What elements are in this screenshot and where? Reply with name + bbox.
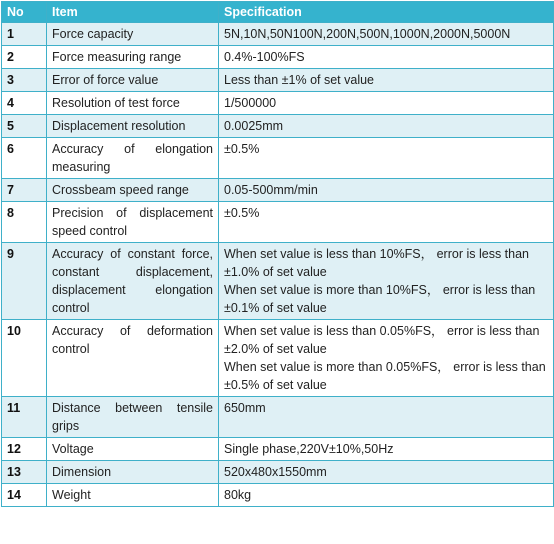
row-specification xyxy=(219,202,554,243)
row-specification xyxy=(219,397,554,438)
row-number: 9 xyxy=(2,243,47,320)
row-item: Force measuring range xyxy=(47,46,219,69)
specification-line: Less than ±1% of set value xyxy=(224,73,375,87)
row-specification xyxy=(219,138,554,179)
specification-table xyxy=(1,1,554,507)
row-item: Accuracy of deformation control xyxy=(47,320,219,397)
header-no: No xyxy=(2,2,47,23)
specification-line: 520x480x1550mm xyxy=(224,465,327,479)
row-number: 12 xyxy=(2,438,47,461)
row-item: Dimension xyxy=(47,461,219,484)
table-row xyxy=(2,243,554,320)
row-number: 3 xyxy=(2,69,47,92)
row-number: 4 xyxy=(2,92,47,115)
header-item: Item xyxy=(47,2,219,23)
row-item: Distance between tensile grips xyxy=(47,397,219,438)
row-item: Precision of displacement speed control xyxy=(47,202,219,243)
table-row xyxy=(2,115,554,138)
specification-line: Single phase,220V±10%,50Hz xyxy=(224,442,394,456)
row-number: 11 xyxy=(2,397,47,438)
specification-line: ±0.5% xyxy=(224,142,260,156)
row-item: Displacement resolution xyxy=(47,115,219,138)
specification-line: When set value is more than 0.05%FS， error is less than ±0.5% of set value xyxy=(224,360,546,392)
row-number: 13 xyxy=(2,461,47,484)
table-row xyxy=(2,138,554,179)
specification-line: 1/500000 xyxy=(224,96,277,110)
table-row xyxy=(2,438,554,461)
row-item: Weight xyxy=(47,484,219,507)
specification-line: 0.0025mm xyxy=(224,119,284,133)
row-specification xyxy=(219,484,554,507)
row-item: Accuracy of elongation measuring xyxy=(47,138,219,179)
row-number: 1 xyxy=(2,23,47,46)
table-body xyxy=(2,23,554,507)
row-number: 14 xyxy=(2,484,47,507)
specification-line: When set value is less than 0.05%FS， error is less than ±2.0% of set value xyxy=(224,324,540,356)
specification-line: ±0.5% xyxy=(224,206,260,220)
row-number: 2 xyxy=(2,46,47,69)
specification-line: 0.4%-100%FS xyxy=(224,50,305,64)
table-row xyxy=(2,202,554,243)
specification-line: When set value is less than 10%FS， error is less than ±1.0% of set value xyxy=(224,247,529,279)
table-row xyxy=(2,92,554,115)
row-item: Force capacity xyxy=(47,23,219,46)
specification-line: 0.05-500mm/min xyxy=(224,183,318,197)
specification-line: 80kg xyxy=(224,488,252,502)
row-item: Crossbeam speed range xyxy=(47,179,219,202)
row-number: 5 xyxy=(2,115,47,138)
table-row xyxy=(2,484,554,507)
table-row xyxy=(2,46,554,69)
row-specification xyxy=(219,69,554,92)
table-row xyxy=(2,69,554,92)
row-number: 8 xyxy=(2,202,47,243)
row-item: Accuracy of constant force, constant displacement, displacement elongation control xyxy=(47,243,219,320)
row-specification xyxy=(219,92,554,115)
table-row xyxy=(2,320,554,397)
specification-line: When set value is more than 10%FS， error is less than ±0.1% of set value xyxy=(224,283,536,315)
row-number: 6 xyxy=(2,138,47,179)
row-specification xyxy=(219,461,554,484)
table-row xyxy=(2,397,554,438)
row-specification xyxy=(219,46,554,69)
table-row xyxy=(2,461,554,484)
row-specification xyxy=(219,23,554,46)
row-specification xyxy=(219,115,554,138)
specification-line: 650mm xyxy=(224,401,266,415)
row-number: 10 xyxy=(2,320,47,397)
row-specification xyxy=(219,243,554,320)
table-row xyxy=(2,179,554,202)
header-specification: Specification xyxy=(219,2,554,23)
row-item: Resolution of test force xyxy=(47,92,219,115)
row-specification xyxy=(219,320,554,397)
row-item: Error of force value xyxy=(47,69,219,92)
row-specification xyxy=(219,179,554,202)
specification-line: 5N,10N,50N100N,200N,500N,1000N,2000N,5000N xyxy=(224,27,511,41)
row-specification xyxy=(219,438,554,461)
row-item: Voltage xyxy=(47,438,219,461)
row-number: 7 xyxy=(2,179,47,202)
table-row xyxy=(2,23,554,46)
table-header-row xyxy=(2,2,554,23)
